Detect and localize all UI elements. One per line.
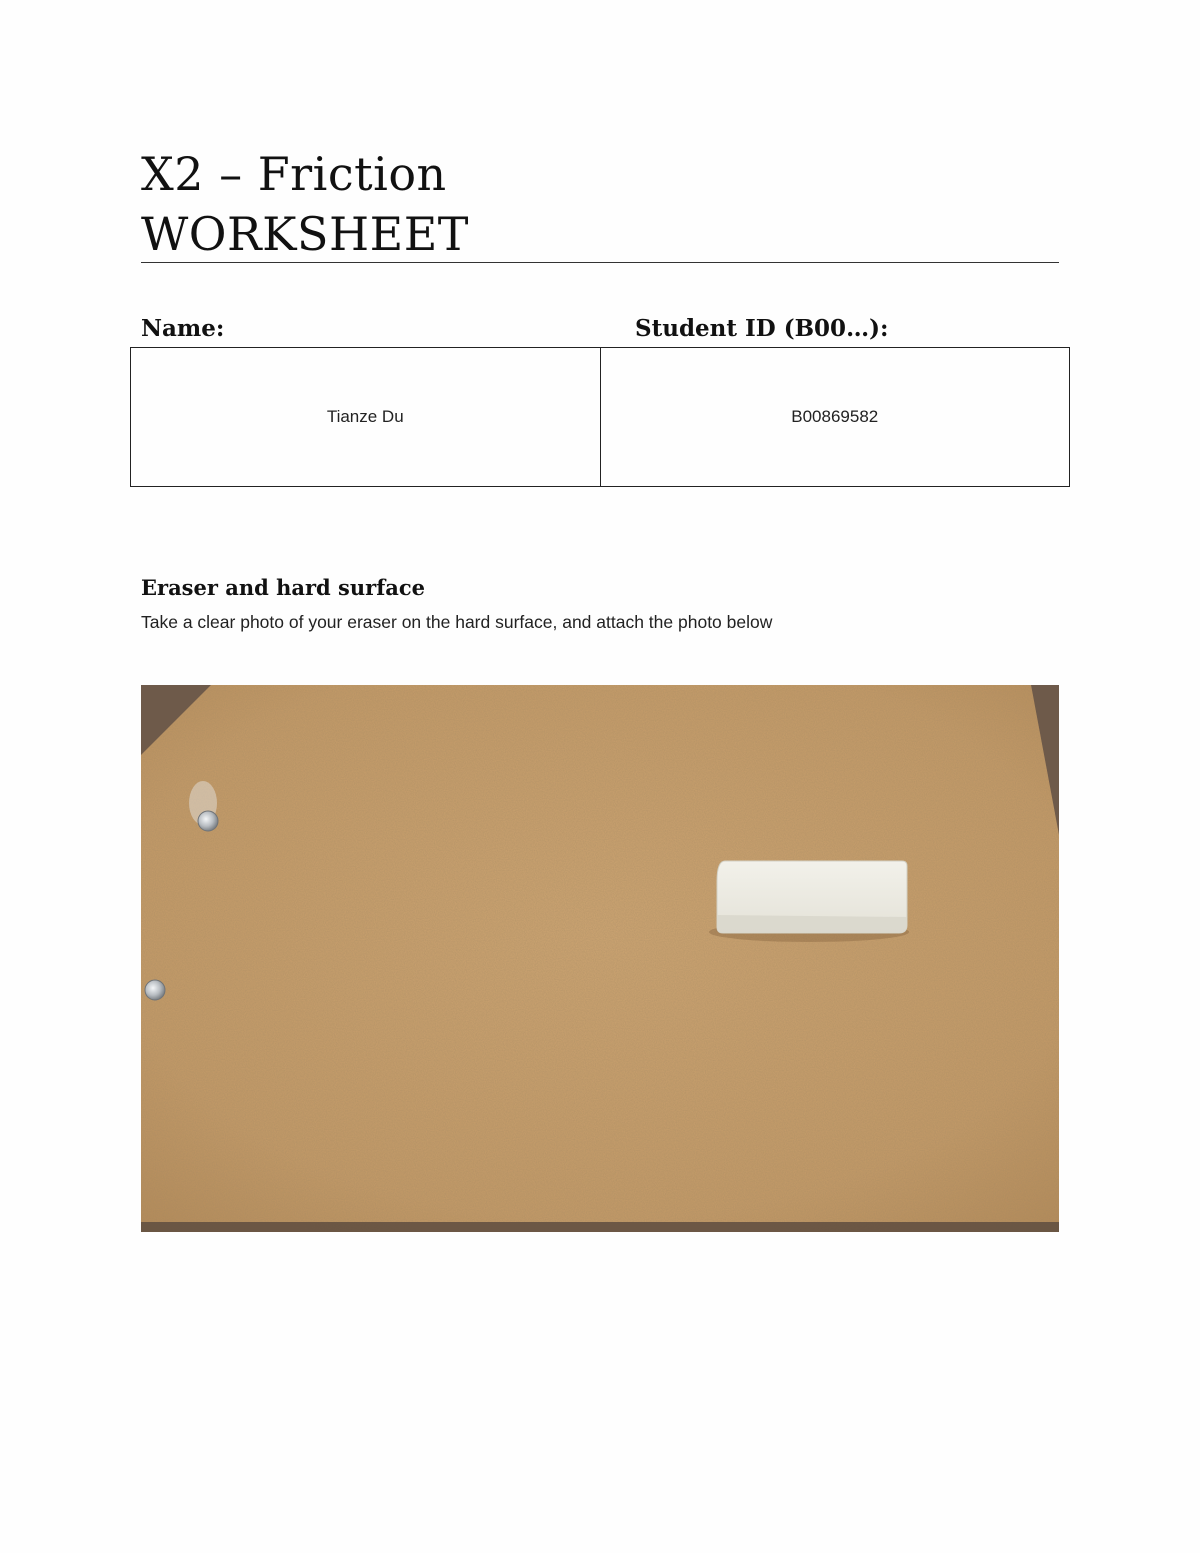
student-id-label: Student ID (B00…): — [635, 315, 889, 342]
section-instruction: Take a clear photo of your eraser on the hard surface, and attach the photo below — [141, 612, 773, 632]
section-heading: Eraser and hard surface — [141, 575, 425, 600]
student-info-table — [130, 347, 1070, 487]
rivet-bottom — [145, 980, 165, 1000]
rivet-top — [198, 811, 218, 831]
student-id-value-cell: B00869582 — [600, 348, 1070, 486]
title-divider — [141, 262, 1059, 263]
eraser-side — [717, 915, 907, 933]
name-label: Name: — [141, 315, 225, 342]
name-value-cell: Tianze Du — [326, 407, 404, 426]
eraser-photo — [141, 685, 1059, 1232]
document-title: X2 – Friction — [141, 147, 447, 201]
document-subtitle: WORKSHEET — [141, 207, 469, 261]
hardboard-texture — [141, 685, 1059, 1232]
board-bottom-edge — [141, 1222, 1059, 1232]
